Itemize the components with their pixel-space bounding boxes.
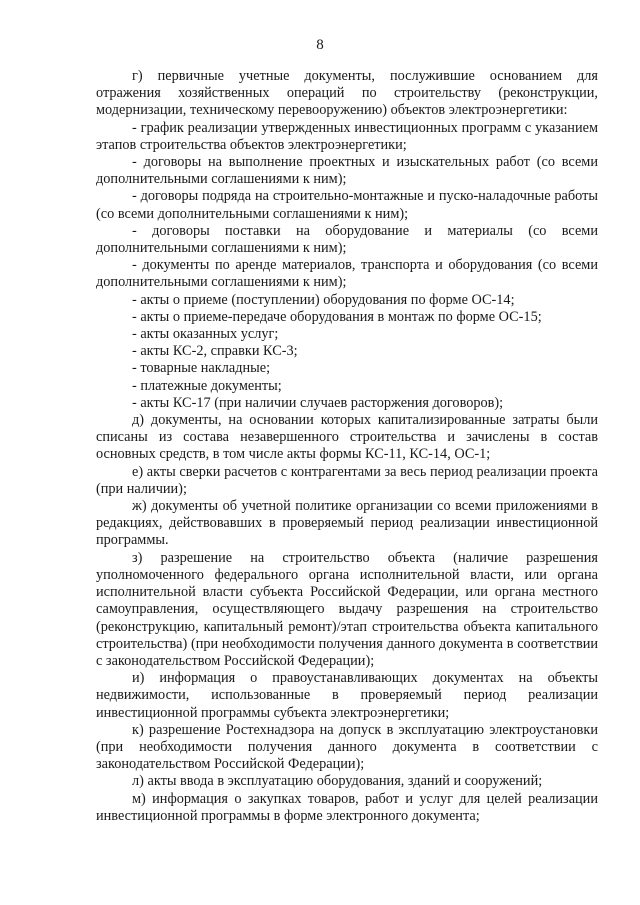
list-item: - акты оказанных услуг; — [132, 326, 279, 343]
list-item: - договоры на выполнение проектных и изыскательных работ (со всеми дополнительными соглашениями к ним); — [96, 154, 598, 188]
paragraph-l: л) акты ввода в эксплуатацию оборудования, зданий и сооружений; — [132, 773, 543, 790]
paragraph-i: и) информация о правоустанавливающих документах на объекты недвижимости, использованные в проверяемый период реализации инвестиционной программы субъекта электроэнергетики; — [96, 670, 598, 721]
list-item: - акты о приеме (поступлении) оборудования по форме ОС-14; — [132, 291, 515, 308]
paragraph-k: к) разрешение Ростехнадзора на допуск в эксплуатацию электроустановки (при необходимости получения данного документа в соответствии с законодательством Российской Федерации); — [96, 721, 598, 773]
list-item: - платежные документы; — [132, 377, 282, 394]
list-item: - договоры подряда на строительно-монтажные и пуско-наладочные работы (со всеми дополнительными соглашениями к ним); — [96, 188, 598, 222]
page-number: 8 — [316, 37, 324, 53]
list-item: - график реализации утвержденных инвестиционных программ с указанием этапов строительства объектов электроэнергетики; — [96, 119, 598, 153]
paragraph-z: з) разрешение на строительство объекта (наличие разрешения уполномоченного федерального органа исполнительной власти, или органа исполнительной власти субъекта Российской Федерации, или органа местного самоуправления, осуществляющего выдачу разрешения на строительство (реконструкцию, капитальный ремонт)/этап строительства объекта капитального строительства) (при необходимости получения данного документа в соответствии с законодательством Российской Федерации); — [96, 549, 598, 669]
paragraph-e: е) акты сверки расчетов с контрагентами за весь период реализации проекта (при наличии); — [96, 463, 598, 497]
list-item: - договоры поставки на оборудование и материалы (со всеми дополнительными соглашениями к ним); — [96, 222, 598, 257]
list-item: - акты КС-17 (при наличии случаев расторжения договоров); — [132, 394, 504, 411]
list-item: - товарные накладные; — [132, 360, 271, 377]
document-body — [96, 68, 598, 825]
paragraph-m: м) информация о закупках товаров, работ и услуг для целей реализации инвестиционной программы в форме электронного документа; — [96, 790, 598, 824]
list-item: - акты о приеме-передаче оборудования в монтаж по форме ОС-15; — [132, 308, 542, 325]
paragraph-d: д) документы, на основании которых капитализированные затраты были списаны из состава незавершенного строительства и зачислены в состав основных средств, в том числе акты формы КС-11, КС-14, ОС-1; — [96, 412, 598, 463]
paragraph-g: г) первичные учетные документы, послужившие основанием для отражения хозяйственных операций по строительству (реконструкции, модернизации, техническому перевооружению) объектов электроэнергетики: — [96, 68, 598, 119]
paragraph-zh: ж) документы об учетной политике организации со всеми приложениями в редакциях, действовавших в проверяемый период реализации инвестиционной программы. — [96, 498, 598, 549]
list-item: - акты КС-2, справки КС-3; — [132, 343, 298, 360]
list-item: - документы по аренде материалов, транспорта и оборудования (со всеми дополнительными соглашениями к ним); — [96, 257, 598, 291]
